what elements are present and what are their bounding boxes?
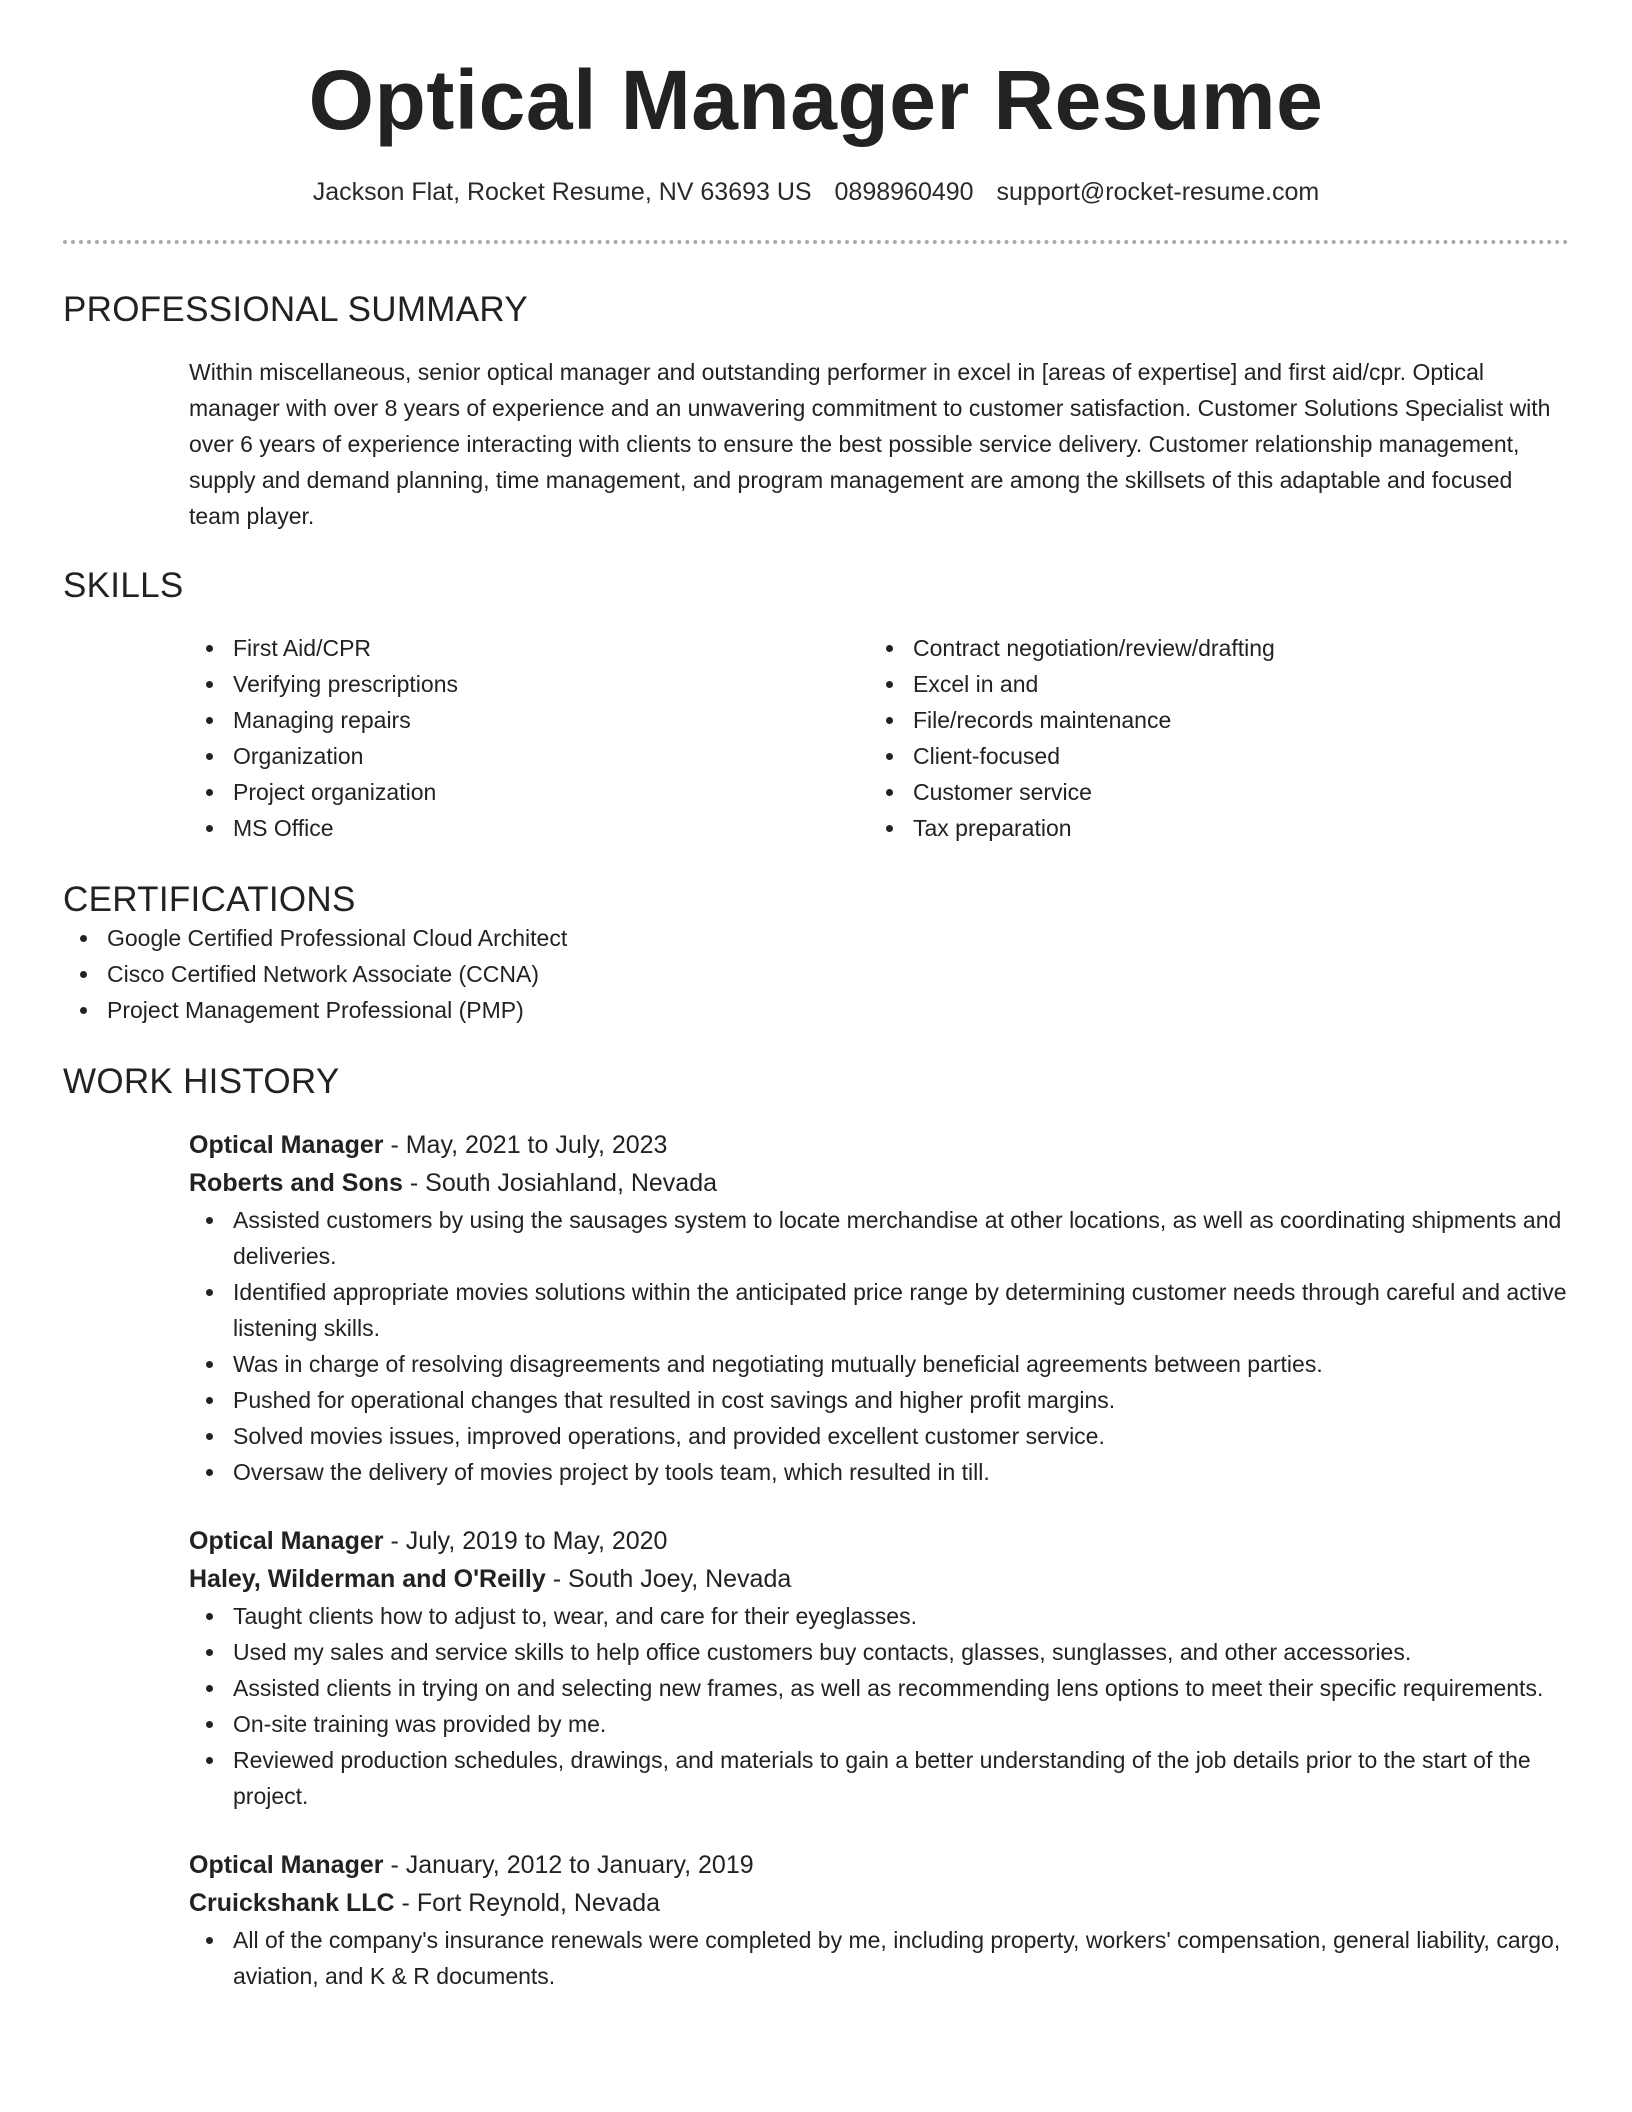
job-location: - Fort Reynold, Nevada <box>394 1889 661 1917</box>
work-history-heading: WORK HISTORY <box>63 1062 340 1101</box>
job-duty: Assisted clients in trying on and selecting new frames, as well as recommending lens options to meet their specific requirements. <box>189 1670 1569 1706</box>
job-duty: On-site training was provided by me. <box>189 1706 1569 1742</box>
skill-item: Client-focused <box>869 738 1549 774</box>
certification-item: Google Certified Professional Cloud Architect <box>63 920 1569 956</box>
skills-grid <box>189 630 1569 846</box>
job-role: Optical Manager <box>189 1131 384 1159</box>
certification-item: Cisco Certified Network Associate (CCNA) <box>63 956 1569 992</box>
job-location: - South Joey, Nevada <box>545 1565 792 1593</box>
job-dates: - May, 2021 to July, 2023 <box>383 1131 668 1159</box>
job-dates: - January, 2012 to January, 2019 <box>383 1851 754 1879</box>
contact-line <box>63 176 1569 208</box>
skill-item: Tax preparation <box>869 810 1549 846</box>
certifications-heading: CERTIFICATIONS <box>63 880 356 919</box>
job-entry <box>189 1126 1569 1490</box>
skill-item: First Aid/CPR <box>189 630 869 666</box>
job-duty: Oversaw the delivery of movies project by tools team, which resulted in till. <box>189 1454 1569 1490</box>
job-duties-list <box>189 1922 1569 1994</box>
contact-email: support@rocket-resume.com <box>996 178 1320 206</box>
skill-item: Managing repairs <box>189 702 869 738</box>
job-role-line <box>189 1522 1569 1560</box>
job-company: Haley, Wilderman and O'Reilly <box>189 1565 546 1593</box>
job-role: Optical Manager <box>189 1851 384 1879</box>
job-duty: Taught clients how to adjust to, wear, and care for their eyeglasses. <box>189 1598 1569 1634</box>
job-duty: Was in charge of resolving disagreements and negotiating mutually beneficial agreements between parties. <box>189 1346 1569 1382</box>
summary-heading: PROFESSIONAL SUMMARY <box>63 290 528 329</box>
job-duty: Identified appropriate movies solutions within the anticipated price range by determining customer needs through careful and active listening skills. <box>189 1274 1569 1346</box>
skill-item: Excel in and <box>869 666 1549 702</box>
skills-column-left <box>189 630 869 846</box>
skill-item: Project organization <box>189 774 869 810</box>
job-duties-list <box>189 1598 1569 1814</box>
job-company: Cruickshank LLC <box>189 1889 395 1917</box>
job-role: Optical Manager <box>189 1527 384 1555</box>
job-entry <box>189 1846 1569 1994</box>
skills-list-left <box>189 630 869 846</box>
resume-title: Optical Manager Resume <box>308 53 1324 147</box>
contact-phone: 0898960490 <box>834 178 974 206</box>
job-duty: Used my sales and service skills to help office customers buy contacts, glasses, sunglasses, and other accessories. <box>189 1634 1569 1670</box>
skill-item: Customer service <box>869 774 1549 810</box>
skill-item: Contract negotiation/review/drafting <box>869 630 1549 666</box>
job-duty: Pushed for operational changes that resulted in cost savings and higher profit margins. <box>189 1382 1569 1418</box>
skill-item: MS Office <box>189 810 869 846</box>
skill-item: Verifying prescriptions <box>189 666 869 702</box>
job-company: Roberts and Sons <box>189 1169 403 1197</box>
job-company-line <box>189 1164 1569 1202</box>
skill-item: Organization <box>189 738 869 774</box>
job-duty: All of the company's insurance renewals were completed by me, including property, workers' compensation, general liability, cargo, aviation, and K & R documents. <box>189 1922 1569 1994</box>
job-role-line <box>189 1126 1569 1164</box>
job-dates: - July, 2019 to May, 2020 <box>383 1527 668 1555</box>
job-entry <box>189 1522 1569 1814</box>
header-divider <box>63 240 1569 244</box>
job-duty: Assisted customers by using the sausages system to locate merchandise at other locations, as well as coordinating shipments and deliveries. <box>189 1202 1569 1274</box>
summary-text: Within miscellaneous, senior optical manager and outstanding performer in excel in [areas of expertise] and first aid/cpr. Optical manager with over 8 years of experience and an unwavering commitment to customer satisfaction. Customer Solutions Specialist with over 6 years of experience interacting with clients to ensure the best possible service delivery. Customer relationship management, supply and demand planning, time management, and program management are among the skillsets of this adaptable and focused team player. <box>189 359 1551 529</box>
skill-item: File/records maintenance <box>869 702 1549 738</box>
job-company-line <box>189 1884 1569 1922</box>
skills-list-right <box>869 630 1549 846</box>
certifications-list <box>63 920 1569 1028</box>
job-duties-list <box>63 1202 1569 1490</box>
job-duty: Reviewed production schedules, drawings, and materials to gain a better understanding of the job details prior to the start of the project. <box>189 1742 1569 1814</box>
job-duty: Solved movies issues, improved operations, and provided excellent customer service. <box>189 1418 1569 1454</box>
job-role-line <box>189 1846 1569 1884</box>
skills-column-right <box>869 630 1549 846</box>
contact-address: Jackson Flat, Rocket Resume, NV 63693 US <box>312 178 812 206</box>
job-company-line <box>189 1560 1569 1598</box>
certification-item: Project Management Professional (PMP) <box>63 992 1569 1028</box>
skills-heading: SKILLS <box>63 566 184 605</box>
job-location: - South Josiahland, Nevada <box>402 1169 718 1197</box>
